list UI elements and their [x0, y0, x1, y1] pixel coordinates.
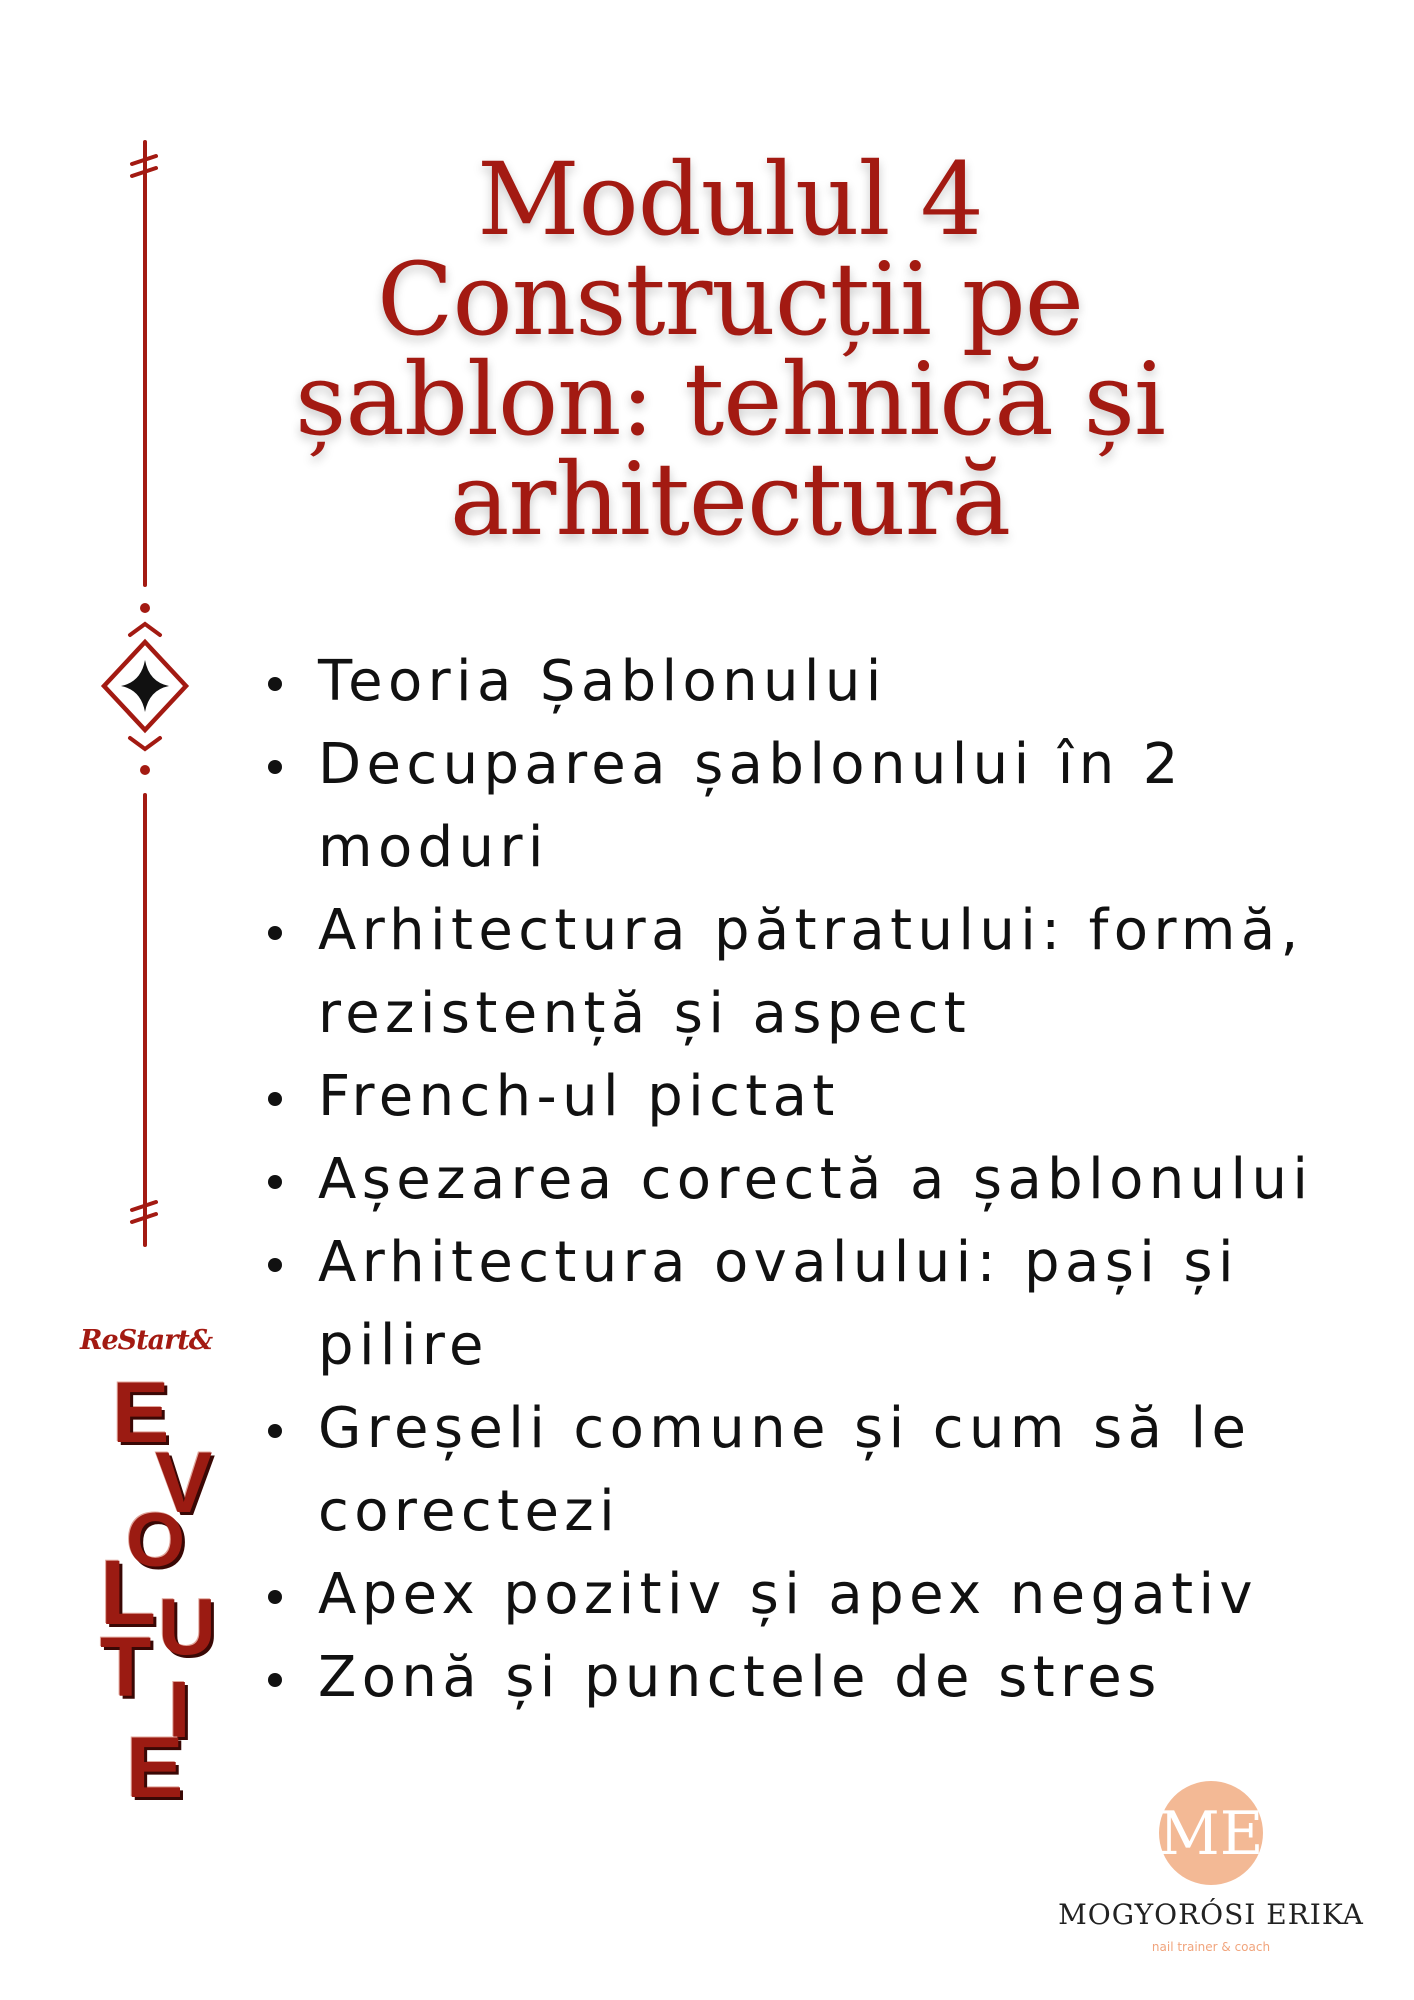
brand-tagline: nail trainer & coach [1151, 1940, 1271, 1954]
logo-letter-v: V [155, 1435, 213, 1531]
list-item: Zonă și punctele de stres [265, 1636, 1355, 1719]
logo-letter-i: I [168, 1665, 191, 1754]
list-item: Așezarea corectă a șablonului [265, 1138, 1355, 1221]
title-line-1: Modulul 4 [477, 141, 983, 258]
logo-letter-e2: E [126, 1720, 184, 1816]
title-line-2: Construcții pe [377, 241, 1083, 358]
list-item: Greșeli comune și cum să le corectezi [265, 1387, 1355, 1553]
logo-letter-e1: E [112, 1365, 170, 1461]
restart-label: ReStart& [80, 1325, 213, 1356]
list-item: Decuparea șablonului în 2 moduri [265, 723, 1355, 889]
list-item: Arhitectura pătratului: formă, rezistență și aspect [265, 889, 1355, 1055]
brand-monogram: ME [1158, 1799, 1264, 1869]
monogram-circle-icon [1158, 1780, 1264, 1886]
brand-logo [1030, 1780, 1410, 1954]
list-item: French-ul pictat [265, 1055, 1355, 1138]
list-item: Apex pozitiv și apex negativ [265, 1553, 1355, 1636]
page-title [250, 141, 1210, 558]
restart-evolutie-logo [70, 1325, 230, 1825]
logo-letter-t: T [100, 1620, 152, 1714]
logo-letter-l: L [100, 1542, 157, 1644]
title-line-4: arhitectură [449, 441, 1011, 558]
list-item: Teoria Șablonului [265, 640, 1355, 723]
title-line-3: șablon: tehnică și [295, 341, 1165, 458]
logo-letter-o: O [126, 1498, 186, 1583]
logo-letter-u: U [158, 1582, 216, 1671]
topics-list [265, 640, 1355, 1719]
brand-name: MOGYORÓSI ERIKA [1058, 1898, 1364, 1931]
diamond-star-ornament-icon [90, 130, 200, 1260]
list-item: Arhitectura ovalului: pași și pilire [265, 1221, 1355, 1387]
